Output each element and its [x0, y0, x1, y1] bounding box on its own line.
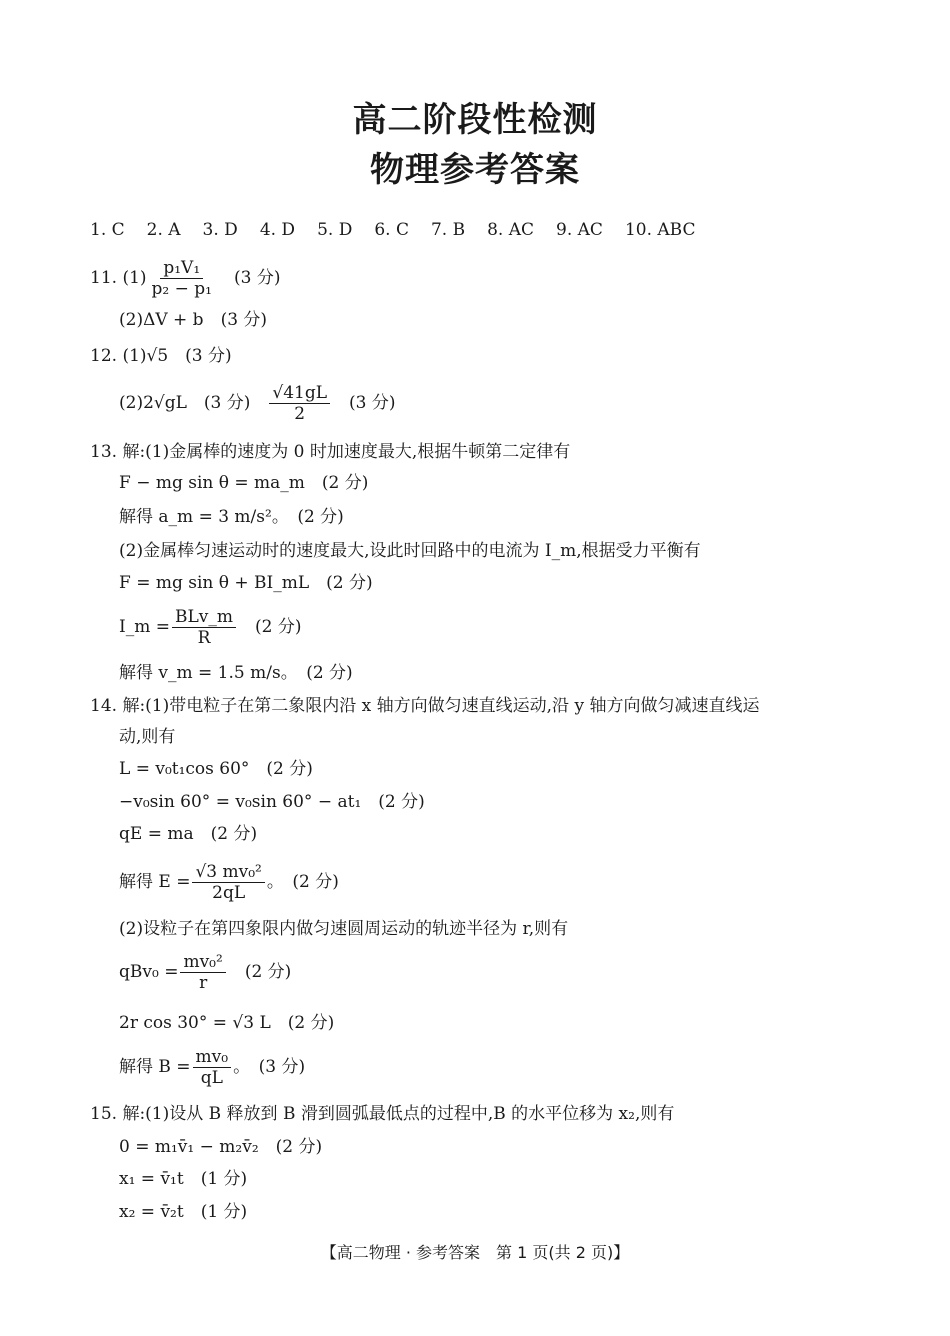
q11-part1: 11. (1) $\frac{\text{p₁V₁}}{\text{p₂ − p₁}}$ (3 分): [90, 258, 281, 299]
q13-line: 13. 解:(1)金属棒的速度为 0 时加速度最大,根据牛顿第二定律有: [90, 442, 571, 462]
mc-answer: 2. A: [146, 220, 181, 240]
q14-line: 14. 解:(1)带电粒子在第二象限内沿 x 轴方向做匀速直线运动,沿 y 轴方向做匀减速直线运: [90, 696, 760, 716]
q14-line: qE = ma (2 分): [119, 824, 258, 844]
q15-line: x₂ = v̄₂t (1 分): [119, 1202, 248, 1222]
q13-line: (2)金属棒匀速运动时的速度最大,设此时回路中的电流为 I_m,根据受力平衡有: [119, 541, 701, 561]
mc-answer: 5. D: [317, 220, 353, 240]
mc-answers: [90, 218, 696, 242]
q14-line: L = v₀t₁cos 60° (2 分): [119, 759, 313, 779]
fraction: $\frac{\text{mv₀²}}{r}$: [180, 952, 225, 993]
mc-answer: 9. AC: [556, 220, 603, 240]
q12-part2: (2)2√gL (3 分) $\frac{√41gL}{2}$ (3 分): [119, 383, 396, 424]
mc-answer: 6. C: [374, 220, 409, 240]
q13-line: F − mg sin θ = ma_m (2 分): [119, 473, 369, 493]
q11-part2: (2)ΔV + b (3 分): [119, 310, 268, 330]
q15-line: 0 = m₁v̄₁ − m₂v̄₂ (2 分): [119, 1137, 323, 1157]
q13-line: F = mg sin θ + BI_mL (2 分): [119, 573, 373, 593]
fraction: $\frac{\text{mv₀}}{qL}$: [193, 1047, 232, 1088]
mc-answer: 7. B: [430, 220, 466, 240]
q14-line: (2)设粒子在第四象限内做匀速圆周运动的轨迹半径为 r,则有: [119, 919, 569, 939]
q13-line: 解得 v_m = 1.5 m/s。 (2 分): [119, 663, 353, 683]
fraction: $\frac{√41gL}{2}$: [269, 383, 330, 424]
q12-part1: 12. (1)√5 (3 分): [90, 346, 232, 366]
q14-line: 解得 E = $\frac{\text{√3 mv₀²}}{2qL}$ 。 (2 分): [119, 862, 339, 903]
q13-line: I_m = $\frac{\text{BLv\_m}}{R}$ (2 分): [119, 607, 302, 648]
mc-answer: 3. D: [202, 220, 238, 240]
fraction: $\frac{\text{p₁V₁}}{\text{p₂ − p₁}}$: [151, 258, 212, 299]
q13-line: 解得 a_m = 3 m/s²。 (2 分): [119, 507, 344, 527]
mc-answer: 8. AC: [487, 220, 535, 240]
fraction: $\frac{\text{BLv\_m}}{R}$: [172, 607, 236, 648]
q14-line: qBv₀ = $\frac{\text{mv₀²}}{r}$ (2 分): [119, 952, 292, 993]
fraction: $\frac{\text{√3 mv₀²}}{2qL}$: [192, 862, 264, 903]
q14-line: 解得 B = $\frac{\text{mv₀}}{qL}$ 。 (3 分): [119, 1047, 306, 1088]
mc-answer: 1. C: [90, 220, 125, 240]
q14-line: −v₀sin 60° = v₀sin 60° − at₁ (2 分): [119, 792, 425, 812]
mc-answer: 10. ABC: [624, 220, 696, 240]
q15-line: x₁ = v̄₁t (1 分): [119, 1169, 248, 1189]
q14-line: 2r cos 30° = √3 L (2 分): [119, 1013, 335, 1033]
mc-answer: 4. D: [259, 220, 296, 240]
title-line-1: 高二阶段性检测: [352, 100, 598, 140]
q15-line: 15. 解:(1)设从 B 释放到 B 滑到圆弧最低点的过程中,B 的水平位移为 x₂,则有: [90, 1104, 675, 1124]
page-footer: 【高二物理 · 参考答案 第 1 页(共 2 页)】: [320, 1243, 630, 1262]
q14-line: 动,则有: [119, 727, 176, 747]
title-line-2: 物理参考答案: [370, 150, 580, 190]
